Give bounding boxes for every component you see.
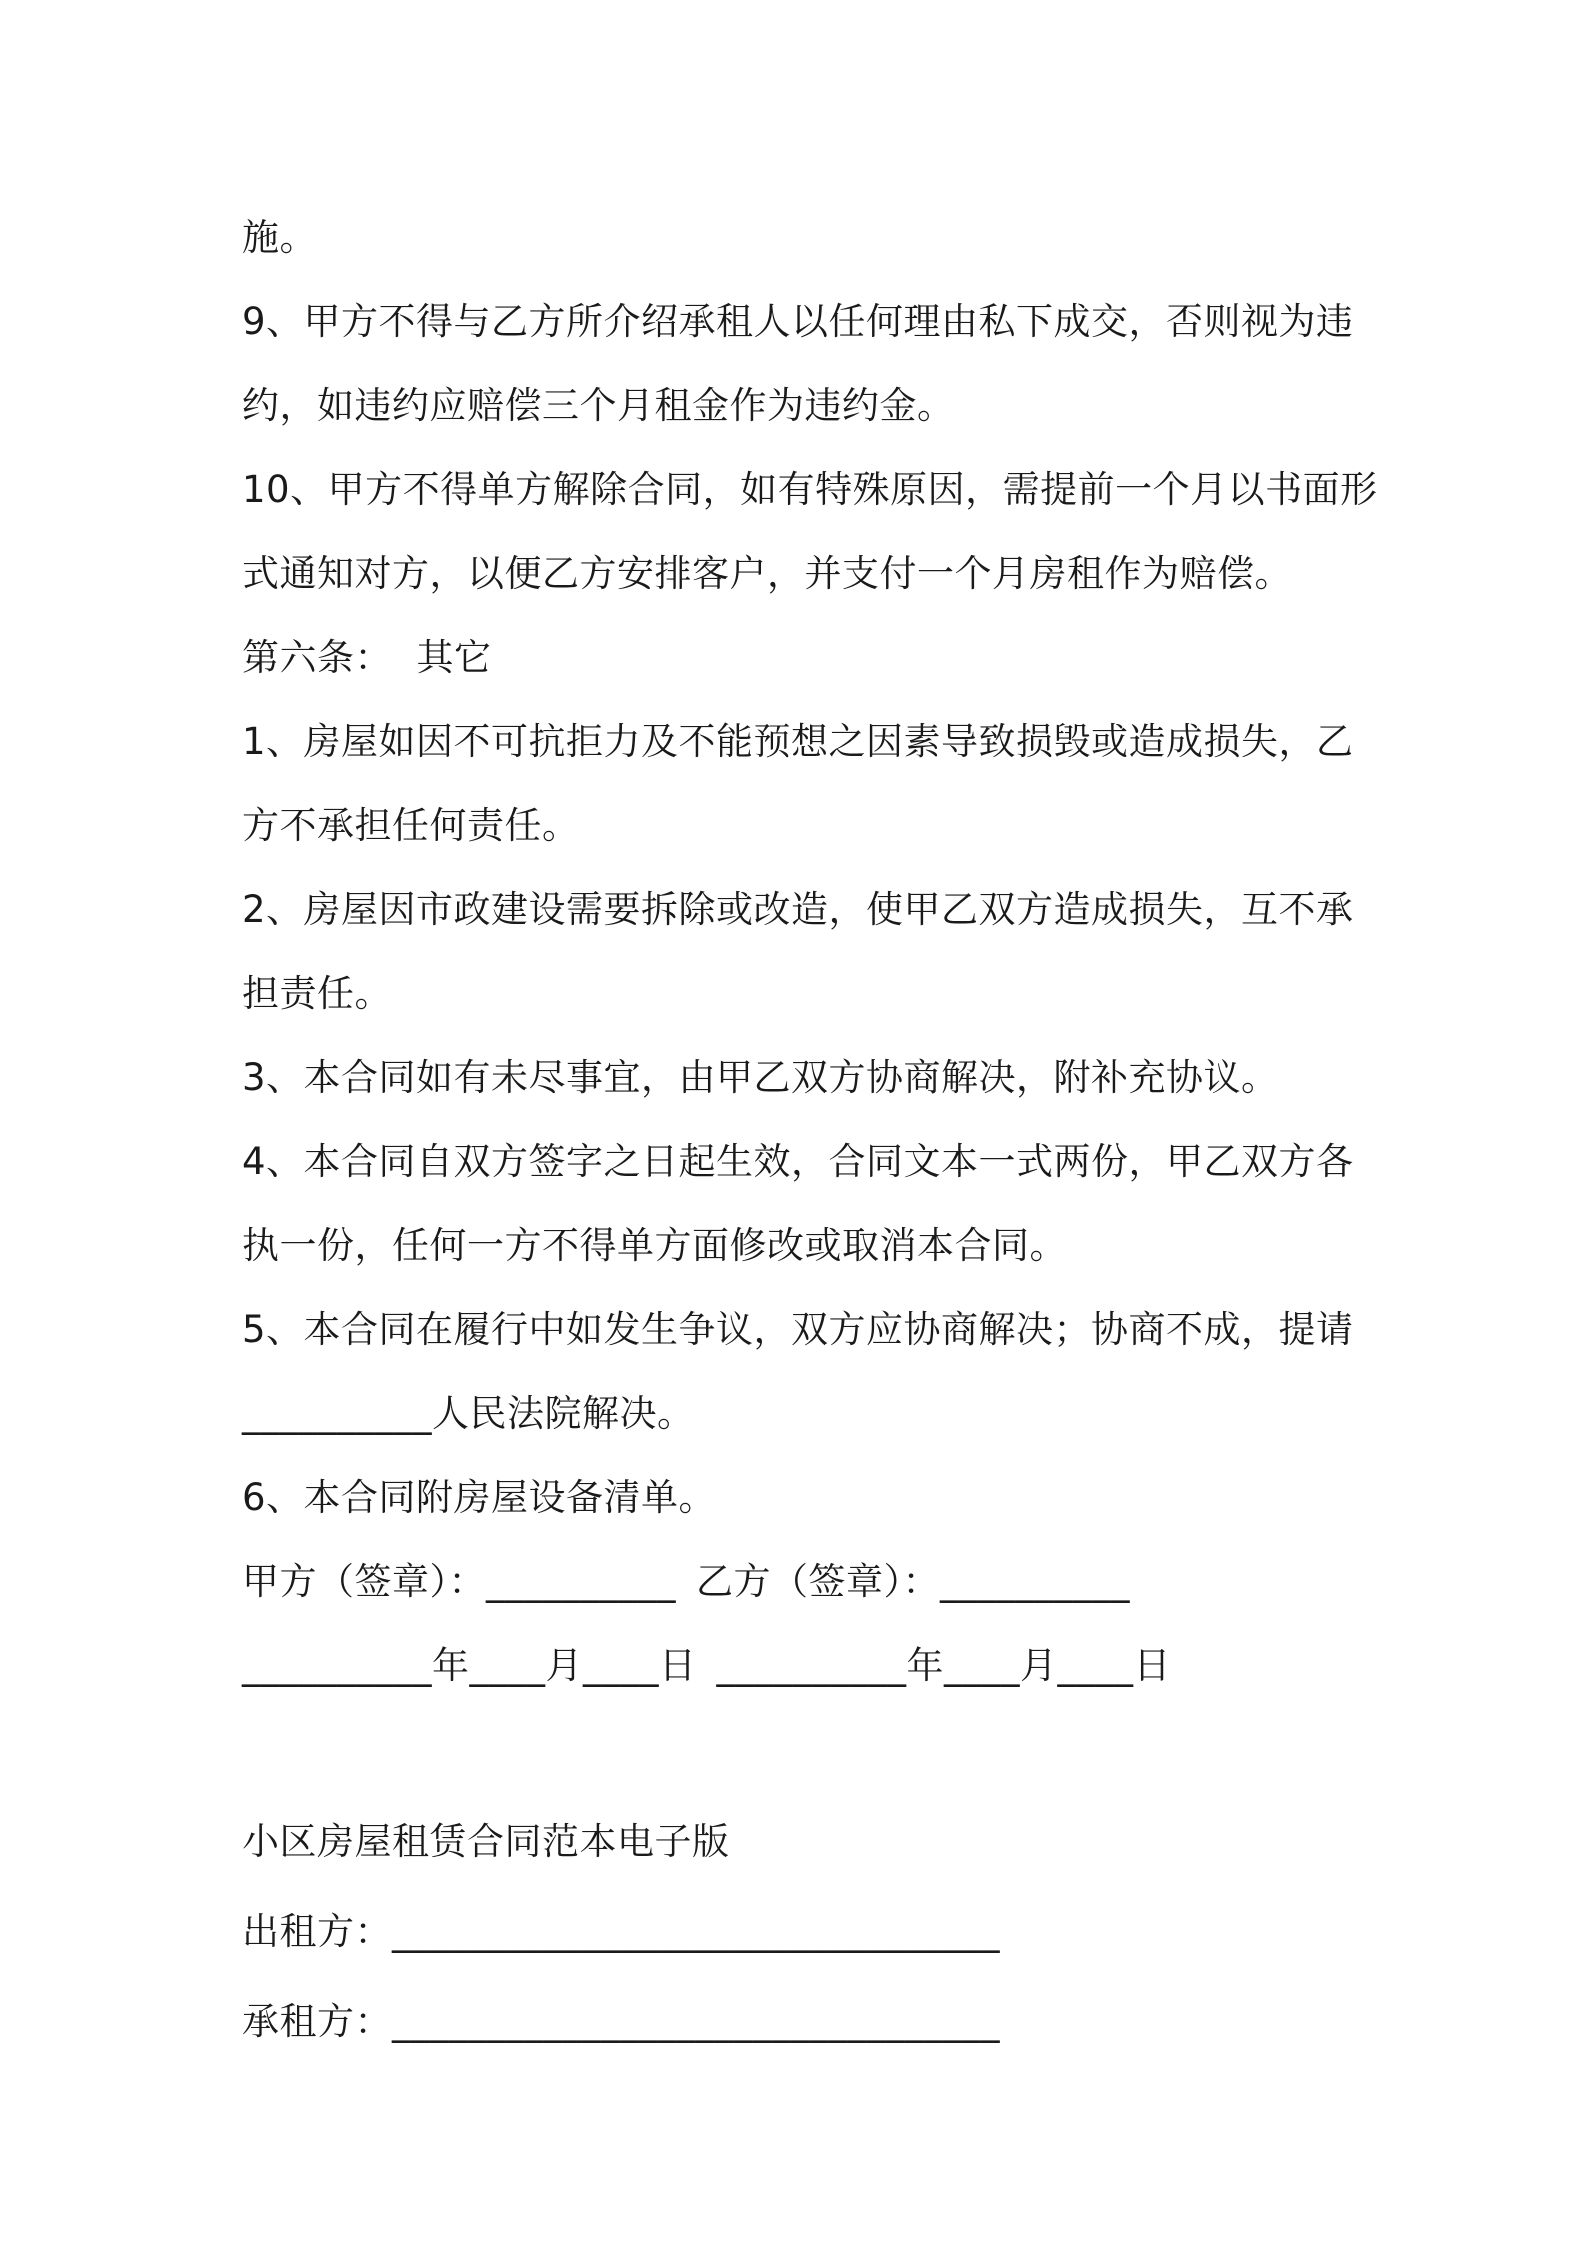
- party-a-date: __________年____月____日: [242, 1644, 697, 1687]
- clause-line: 约，如违约应赔偿三个月租金作为违约金。: [242, 384, 955, 427]
- lessee-line: 承租方：________________________________: [242, 2000, 1000, 2043]
- clause-line: 9、甲方不得与乙方所介绍承租人以任何理由私下成交，否则视为违: [242, 300, 1354, 343]
- party-b-signature: 乙方（签章）：__________: [696, 1560, 1130, 1603]
- clause-line: 1、房屋如因不可抗拒力及不能预想之因素导致损毁或造成损失，乙: [242, 720, 1354, 763]
- section-heading: 第六条： 其它: [242, 636, 492, 679]
- clause-line: 方不承担任何责任。: [242, 804, 580, 847]
- clause-line: 3、本合同如有未尽事宜，由甲乙双方协商解决，附补充协议。: [242, 1056, 1279, 1099]
- clause-line: 4、本合同自双方签字之日起生效，合同文本一式两份，甲乙双方各: [242, 1140, 1354, 1183]
- clause-line: 2、房屋因市政建设需要拆除或改造，使甲乙双方造成损失，互不承: [242, 888, 1354, 931]
- signature-row: [242, 1540, 1352, 1624]
- clause-line: 担责任。: [242, 972, 392, 1015]
- clause-line: 执一份，任何一方不得单方面修改或取消本合同。: [242, 1224, 1067, 1267]
- date-row: [242, 1624, 1352, 1708]
- clause-line: 6、本合同附房屋设备清单。: [242, 1476, 717, 1519]
- clause-line: __________人民法院解决。: [242, 1392, 695, 1435]
- party-b-date: __________年____月____日: [716, 1644, 1171, 1687]
- next-contract-title: 小区房屋租赁合同范本电子版: [242, 1820, 730, 1863]
- spacer: [242, 1708, 1352, 1800]
- contract-text: [242, 196, 1378, 2070]
- lessor-line: 出租方：________________________________: [242, 1910, 1000, 1953]
- party-a-signature: 甲方（签章）：__________: [242, 1560, 676, 1603]
- clause-line: 10、甲方不得单方解除合同，如有特殊原因，需提前一个月以书面形: [242, 468, 1378, 511]
- clause-line: 5、本合同在履行中如发生争议，双方应协商解决；协商不成，提请: [242, 1308, 1354, 1351]
- clause-line: 式通知对方，以便乙方安排客户，并支付一个月房租作为赔偿。: [242, 552, 1292, 595]
- clause-line: 施。: [242, 216, 317, 259]
